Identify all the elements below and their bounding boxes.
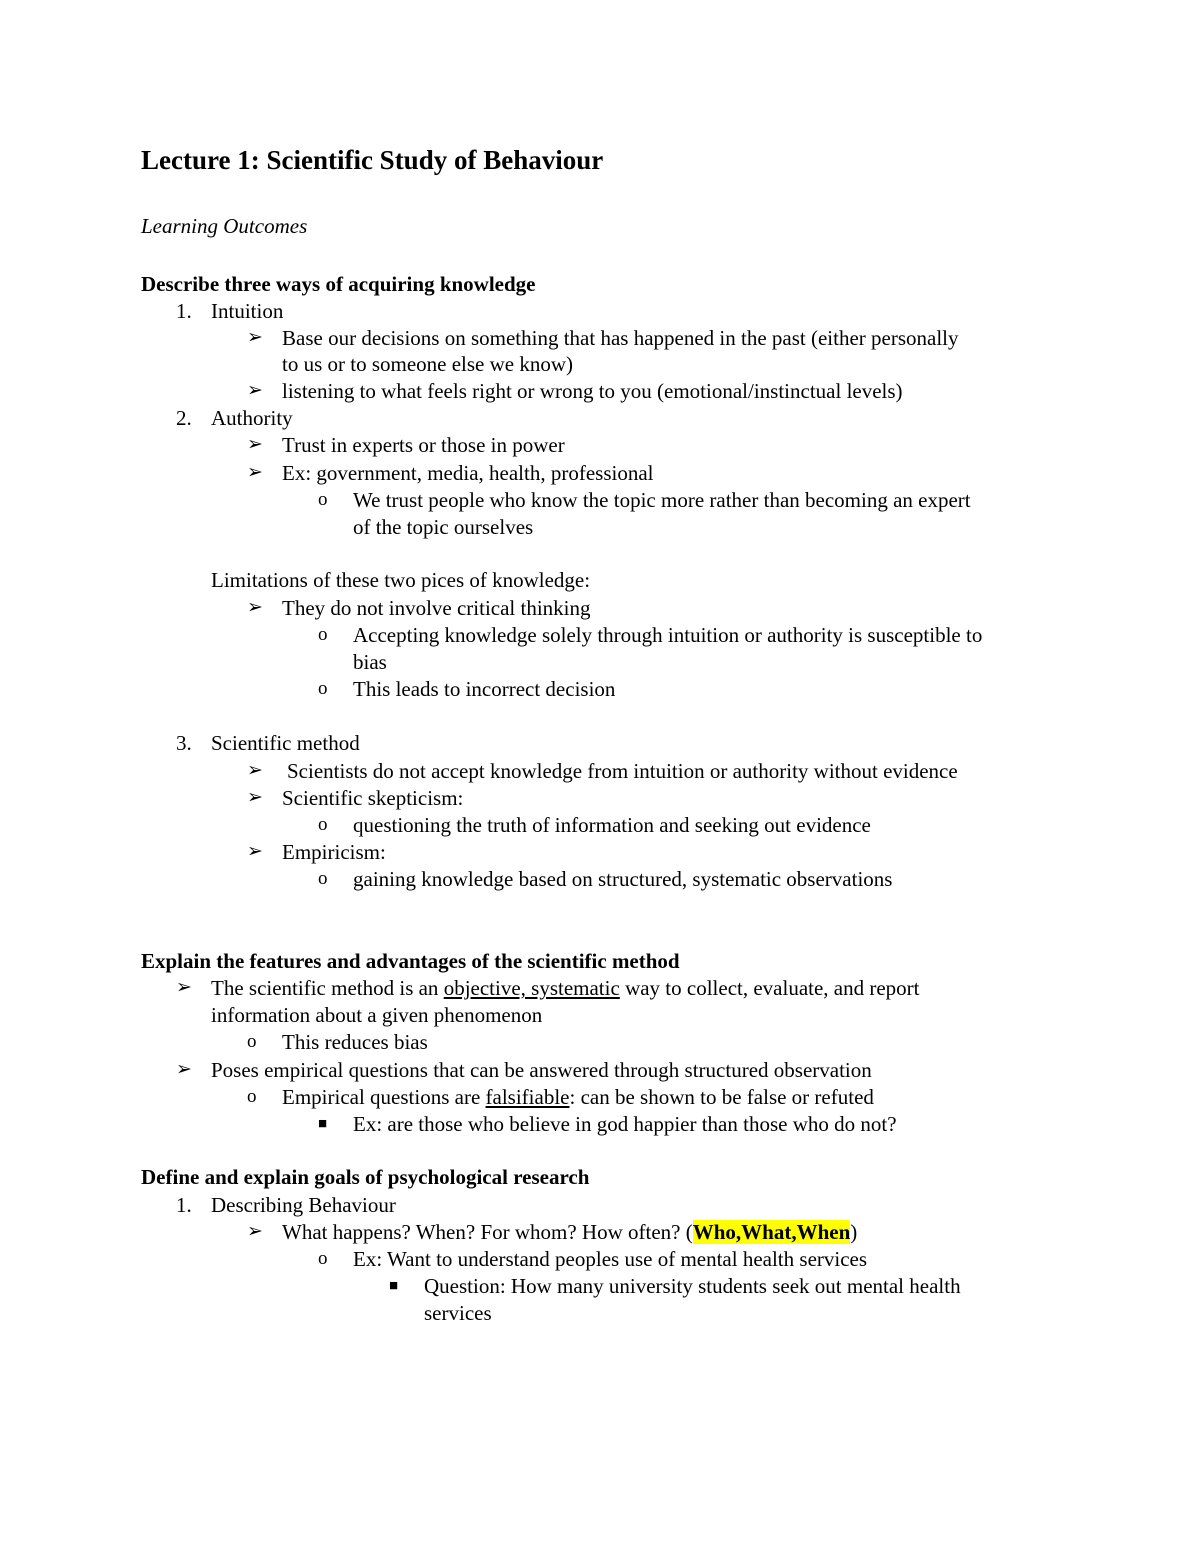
list-number: 2. [176,406,192,430]
list-item-scientific-method: Scientific method [211,731,360,755]
circle-bullet-icon: o [247,1031,257,1052]
bullet-text: They do not involve critical thinking [282,596,591,620]
text-run: ) [850,1220,858,1244]
arrow-bullet-icon: ➢ [247,434,263,455]
bullet-text: Scientists do not accept knowledge from intuition or authority without evidence [287,759,958,783]
sub-sub-bullet-text: Ex: are those who believe in god happier than those who do not? [353,1112,897,1136]
underlined-text: falsifiable [485,1085,570,1109]
text-run: : can be shown to be false or refuted [569,1085,874,1109]
arrow-bullet-icon: ➢ [247,597,263,618]
bullet-text [211,975,920,1001]
sub-bullet-text [282,1084,874,1110]
text-run: Empirical questions are [282,1085,486,1109]
arrow-bullet-icon: ➢ [176,1059,192,1080]
text-run: way to collect, evaluate, and report [619,976,920,1000]
arrow-bullet-icon: ➢ [247,760,263,781]
sub-bullet-text: This reduces bias [282,1030,428,1054]
circle-bullet-icon: o [318,678,328,699]
arrow-bullet-icon: ➢ [247,462,263,483]
limitations-label: Limitations of these two pices of knowledge: [211,568,591,592]
section-heading-acquiring-knowledge: Describe three ways of acquiring knowledge [141,272,536,296]
highlighted-text: Who,What,When [692,1220,851,1244]
sub-bullet-text: Accepting knowledge solely through intuition or authority is susceptible to [353,623,983,647]
bullet-text: listening to what feels right or wrong to you (emotional/instinctual levels) [282,379,903,403]
sub-bullet-text: gaining knowledge based on structured, systematic observations [353,867,893,891]
bullet-text: Base our decisions on something that has happened in the past (either personally [282,326,959,350]
sub-bullet-text-continued: bias [353,650,387,674]
bullet-text: Poses empirical questions that can be answered through structured observation [211,1058,872,1082]
circle-bullet-icon: o [318,1248,328,1269]
arrow-bullet-icon: ➢ [247,787,263,808]
list-item-describing-behaviour: Describing Behaviour [211,1193,396,1217]
page-title: Lecture 1: Scientific Study of Behaviour [141,145,604,175]
text-run: What happens? When? For whom? How often? ( [282,1220,693,1244]
sub-bullet-text: We trust people who know the topic more rather than becoming an expert [353,488,971,512]
list-number: 1. [176,299,192,323]
bullet-text-continued: information about a given phenomenon [211,1003,543,1027]
square-bullet-icon: ■ [389,1278,399,1294]
sub-bullet-text-continued: of the topic ourselves [353,515,534,539]
arrow-bullet-icon: ➢ [247,1221,263,1242]
bullet-text: Scientific skepticism: [282,786,464,810]
bullet-text: Empiricism: [282,840,386,864]
arrow-bullet-icon: ➢ [247,380,263,401]
circle-bullet-icon: o [318,814,328,835]
circle-bullet-icon: o [318,624,328,645]
section-heading-scientific-method: Explain the features and advantages of the scientific method [141,949,680,973]
bullet-text: Ex: government, media, health, professional [282,461,654,485]
sub-sub-bullet-text-continued: services [424,1301,492,1325]
circle-bullet-icon: o [318,868,328,889]
list-number: 3. [176,731,192,755]
arrow-bullet-icon: ➢ [247,841,263,862]
bullet-text [282,1219,857,1245]
section-heading-research-goals: Define and explain goals of psychological research [141,1165,590,1189]
text-run: The scientific method is an [211,976,444,1000]
circle-bullet-icon: o [247,1086,257,1107]
arrow-bullet-icon: ➢ [247,327,263,348]
sub-bullet-text: This leads to incorrect decision [353,677,616,701]
list-item-authority: Authority [211,406,293,430]
sub-bullet-text: Ex: Want to understand peoples use of mental health services [353,1247,868,1271]
list-number: 1. [176,1193,192,1217]
underlined-text: objective, systematic [443,976,620,1000]
bullet-text-continued: to us or to someone else we know) [282,352,574,376]
list-item-intuition: Intuition [211,299,284,323]
bullet-text: Trust in experts or those in power [282,433,565,457]
learning-outcomes-subtitle: Learning Outcomes [141,214,308,238]
circle-bullet-icon: o [318,489,328,510]
sub-sub-bullet-text: Question: How many university students seek out mental health [424,1274,961,1298]
sub-bullet-text: questioning the truth of information and seeking out evidence [353,813,871,837]
arrow-bullet-icon: ➢ [176,977,192,998]
square-bullet-icon: ■ [318,1116,328,1132]
